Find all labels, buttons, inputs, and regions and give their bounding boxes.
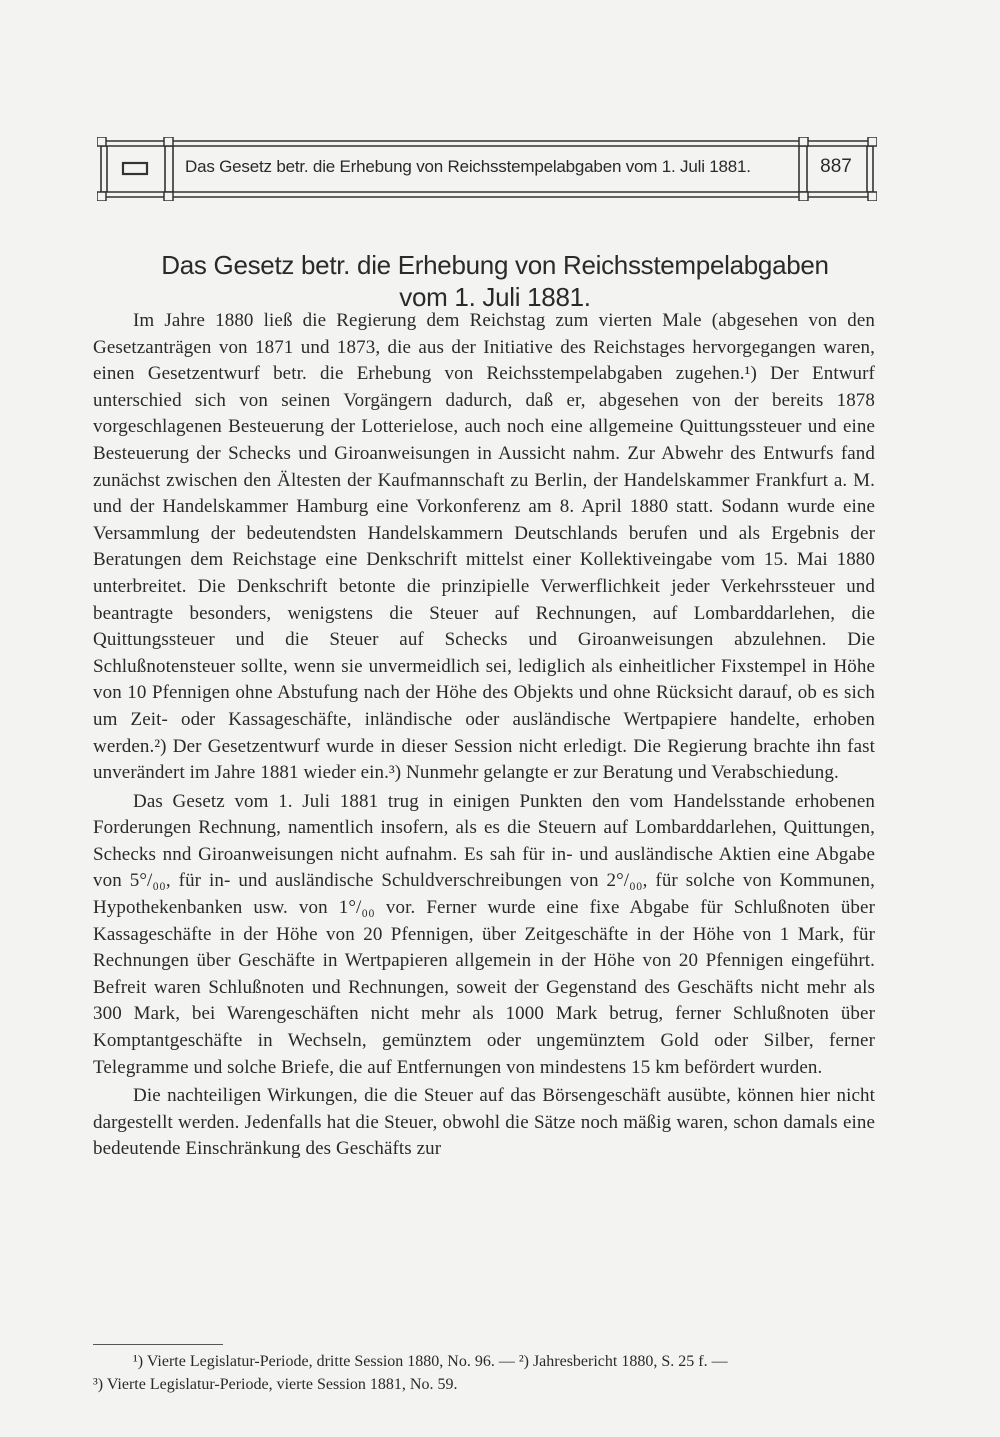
chapter-heading-line-1: Das Gesetz betr. die Erhebung von Reichsstempelabgaben (161, 250, 829, 281)
page-number: 887 (820, 156, 852, 177)
chapter-heading (100, 249, 890, 313)
footnotes (93, 1350, 875, 1396)
paragraph-2: Das Gesetz vom 1. Juli 1881 trug in einigen Punkten den vom Handelsstande erhobenen Forderungen Rechnung, namentlich insofern, als es die Steuern auf Lombarddarlehen, Quittungen, Schecks nnd Giroanweisungen nicht aufnahm. Es sah für in- und ausländische Aktien eine Abgabe von 5°/₀₀, für in- und ausländische Schuldverschreibungen von 2°/₀₀, für solche von Kommunen, Hypothekenbanken usw. von 1°/₀₀ vor. Ferner wurde eine fixe Abgabe für Schlußnoten über Kassageschäfte in der Höhe von 20 Pfennigen, über Zeitgeschäfte in der Höhe von 1 Mark, für Rechnungen über Geschäfte in Wertpapieren allgemein in der Höhe von 20 Pfennigen eingeführt. Befreit waren Schlußnoten und Rechnungen, soweit der Gegenstand des Geschäfts nicht mehr als 300 Mark, bei Warengeschäften nicht mehr als 1000 Mark betrug, ferner Schlußnoten über Komptantgeschäfte in Wechseln, gemünztem oder ungemünztem Gold oder Silber, ferner Telegramme und solche Briefe, die auf Entfernungen von mindestens 15 km befördert wurden. (93, 790, 875, 1078)
running-header (97, 137, 877, 201)
running-header-title: Das Gesetz betr. die Erhebung von Reichsstempelabgaben vom 1. Juli 1881. (185, 157, 751, 176)
footnote-line-2: ³) Vierte Legislatur-Periode, vierte Session 1881, No. 59. (93, 1376, 458, 1393)
paragraph-3: Die nachteiligen Wirkungen, die die Steuer auf das Börsengeschäft ausübte, können hier nicht dargestellt werden. Jedenfalls hat die Steuer, obwohl die Sätze noch mäßig waren, schon damals eine bedeutende Einschränkung des Geschäfts zur (93, 1085, 875, 1160)
paragraph-1: Im Jahre 1880 ließ die Regierung dem Reichstag zum vierten Male (abgesehen von den Gesetzanträgen von 1871 und 1873, die aus der Initiative des Reichstages hervorgegangen waren, einen Gesetzentwurf betr. die Erhebung von Reichsstempelabgaben zugehen.¹) Der Entwurf unterschied sich von seinen Vorgängern dadurch, daß er, abgesehen von der bereits 1878 vorgeschlagenen Besteuerung der Lotterielose, auch noch eine allgemeine Quittungssteuer und eine Besteuerung der Schecks und Giroanweisungen in Aussicht nahm. Zur Abwehr des Entwurfs fand zunächst zwischen den Ältesten der Kaufmannschaft zu Berlin, der Handelskammer Frankfurt a. M. und der Handelskammer Hamburg eine Vorkonferenz am 8. April 1880 statt. Sodann wurde eine Versammlung der bedeutendsten Handelskammern Deutschlands berufen und als Ergebnis der Beratungen dem Reichstage eine Denkschrift mittelst einer Kollektiveingabe vom 15. Mai 1880 unterbreitet. Die Denkschrift betonte die prinzipielle Verwerflichkeit jeder Verkehrssteuer und beantragte besonders, wenigstens die Steuer auf Rechnungen, auf Lombarddarlehen, die Quittungssteuer und die Steuer auf Schecks und Giroanweisungen abzulehnen. Die Schlußnotensteuer sollte, wenn sie unvermeidlich sei, lediglich als einheitlicher Fixstempel in Höhe von 10 Pfennigen ohne Abstufung nach der Höhe des Objekts und ohne Rücksicht darauf, ob es sich um Zeit- oder Kassageschäfte, inländische oder ausländische Wertpapiere handelte, erhoben werden.²) Der Gesetzentwurf wurde in dieser Session nicht erledigt. Die Regierung brachte ihn fast unverändert im Jahre 1881 wieder ein.³) Nunmehr gelangte er zur Beratung und Verabschiedung. (93, 310, 875, 784)
footnote-divider (93, 1344, 223, 1345)
footnote-line-1: ¹) Vierte Legislatur-Periode, dritte Session 1880, No. 96. — ²) Jahresbericht 1880, S. 25 f. — (133, 1353, 728, 1370)
body-text (93, 308, 875, 1163)
chapter-heading-line-2: vom 1. Juli 1881. (399, 282, 591, 313)
